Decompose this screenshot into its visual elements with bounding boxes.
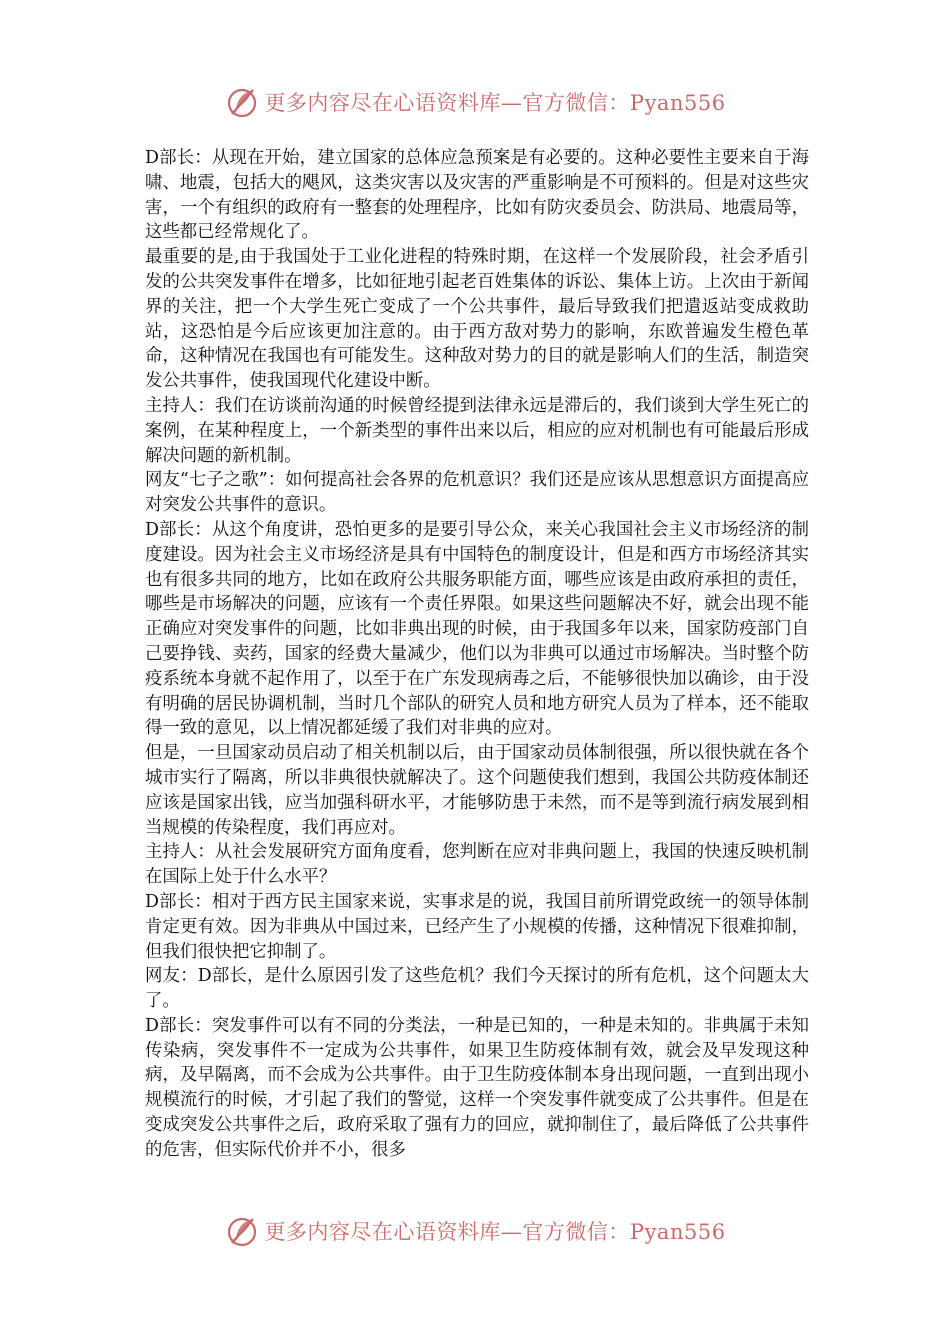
header-banner (0, 82, 950, 122)
paragraph: 网友：D部长，是什么原因引发了这些危机？我们今天探讨的所有危机，这个问题太大了。 (145, 966, 809, 1012)
paragraph: 主持人：我们在访谈前沟通的时候曾经提到法律永远是滞后的，我们谈到大学生死亡的案例，在某种程度上，一个新类型的事件出来以后，相应的应对机制也有可能最后形成解决问题的新机制。 (145, 395, 809, 466)
paragraph: 但是，一旦国家动员启动了相关机制以后，由于国家动员体制很强，所以很快就在各个城市实行了隔离，所以非典很快就解决了。这个问题使我们想到，我国公共防疫体制还应该是国家出钱，应当加强科研水平，才能够防患于未然，而不是等到流行病发展到相当规模的传染程度，我们再应对。 (145, 743, 809, 838)
paragraph: 网友“七子之歌”：如何提高社会各界的危机意识？我们还是应该从思想意识方面提高应对突发公共事件的意识。 (145, 470, 809, 516)
paragraph: 主持人：从社会发展研究方面角度看，您判断在应对非典问题上，我国的快速反映机制在国际上处于什么水平？ (145, 842, 809, 888)
paragraph: 最重要的是,由于我国处于工业化进程的特殊时期，在这样一个发展阶段，社会矛盾引发的公共突发事件在增多，比如征地引起老百姓集体的诉讼、集体上访。上次由于新闻界的关注，把一个大学生死亡变成了一个公共事件，最后导致我们把遣返站变成救助站，这恐怕是今后应该更加注意的。由于西方敌对势力的影响，东欧普遍发生橙色革命，这种情况在我国也有可能发生。这种敌对势力的目的就是影响人们的生活，制造突发公共事件，使我国现代化建设中断。 (145, 247, 809, 392)
feather-logo-icon (224, 84, 260, 120)
paragraph: D部长：突发事件可以有不同的分类法，一种是已知的，一种是未知的。非典属于未知传染病，突发事件不一定成为公共事件，如果卫生防疫体制有效，就会及早发现这种病，及早隔离，而不会成为公共事件。由于卫生防疫体制本身出现问题，一直到出现小规模流行的时候，才引起了我们的警觉，这样一个突发事件就变成了公共事件。但是在变成突发公共事件之后，政府采取了强有力的回应，就抑制住了，最后降低了公共事件的危害，但实际代价并不小，很多 (145, 1015, 809, 1160)
header-banner-text: 更多内容尽在心语资料库—官方微信：Pyan556 (264, 91, 726, 115)
footer-banner-text: 更多内容尽在心语资料库—官方微信：Pyan556 (264, 1220, 726, 1244)
paragraph: D部长：从现在开始，建立国家的总体应急预案是有必要的。这种必要性主要来自于海啸、地震，包括大的飓风，这类灾害以及灾害的严重影响是不可预料的。但是对这些灾害，一个有组织的政府有一整套的处理程序，比如有防灾委员会、防洪局、地震局等，这些都已经常规化了。 (145, 148, 809, 243)
footer-banner (0, 1211, 950, 1251)
article-body (145, 146, 809, 1163)
feather-logo-icon (224, 1213, 260, 1249)
paragraph: D部长：从这个角度讲，恐怕更多的是要引导公众，来关心我国社会主义市场经济的制度建设。因为社会主义市场经济是具有中国特色的制度设计，但是和西方市场经济其实也有很多共同的地方，比如在政府公共服务职能方面，哪些应该是由政府承担的责任，哪些是市场解决的问题，应该有一个责任界限。如果这些问题解决不好，就会出现不能正确应对突发事件的问题，比如非典出现的时候，由于我国多年以来，国家防疫部门自己要挣钱、卖药，国家的经费大量减少，他们以为非典可以通过市场解决。当时整个防疫系统本身就不起作用了，以至于在广东发现病毒之后，不能够很快加以确诊，由于没有明确的居民协调机制，当时几个部队的研究人员和地方研究人员为了样本，还不能取得一致的意见，以上情况都延缓了我们对非典的应对。 (145, 519, 809, 739)
paragraph: D部长：相对于西方民主国家来说，实事求是的说，我国目前所谓党政统一的领导体制肯定更有效。因为非典从中国过来，已经产生了小规模的传播，这种情况下很难抑制，但我们很快把它抑制了。 (145, 891, 809, 962)
